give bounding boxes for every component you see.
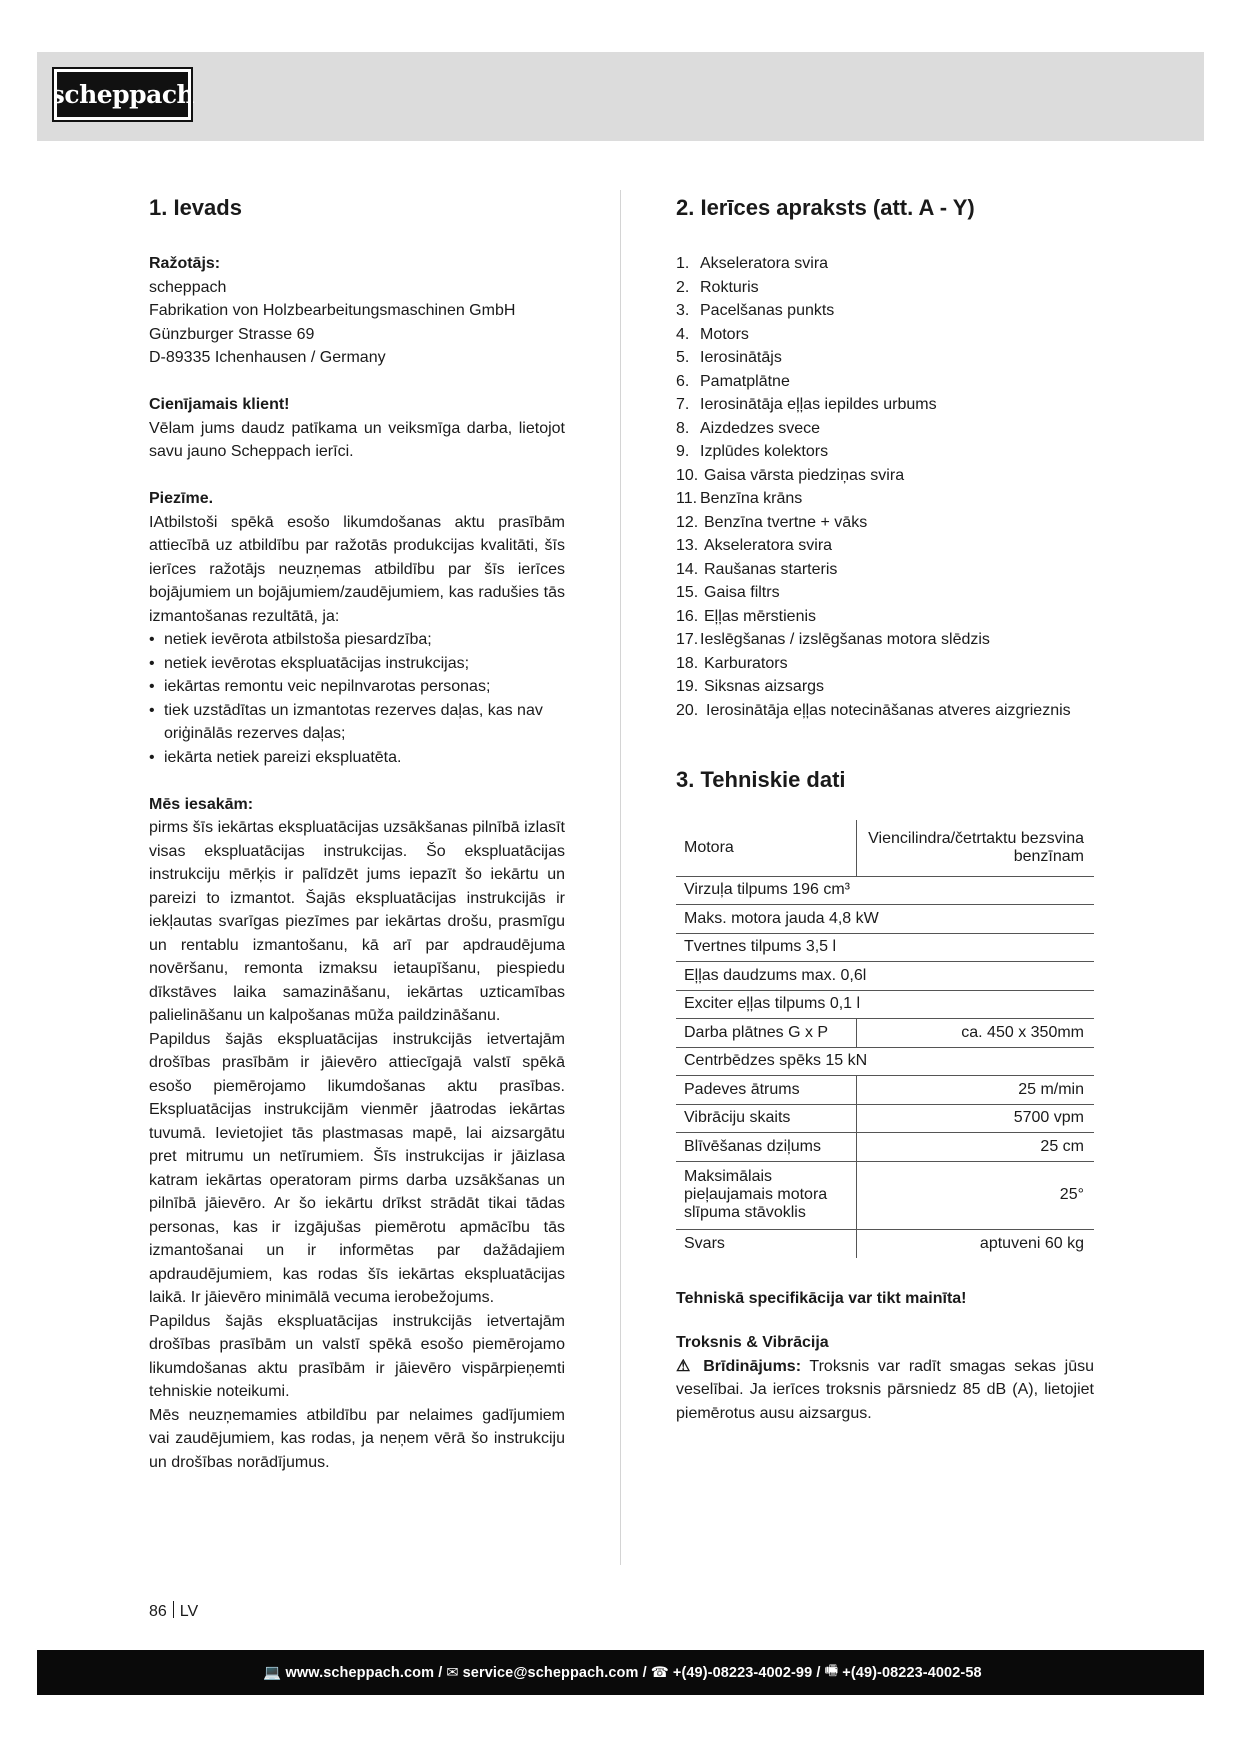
table-cell: Eļļas daudzums max. 0,6l (676, 962, 1094, 991)
table-row (676, 1047, 1094, 1076)
fax-icon: 🖷 (824, 1663, 839, 1679)
page-number (149, 1601, 198, 1622)
list-item: • netiek ievērota atbilstoša piesardzība; (149, 628, 565, 652)
table-row (676, 933, 1094, 962)
note-title: Piezīme. (149, 490, 214, 507)
list-item: • iekārtas remontu veic nepilnvarotas personas; (149, 675, 565, 699)
recommend-title: Mēs iesakām: (149, 795, 254, 813)
left-column (149, 194, 565, 1474)
list-item: 11. Benzīna krāns (676, 490, 803, 507)
warning-label: ⚠ Brīdinājums: (676, 1357, 802, 1375)
recommend-paragraph: Papildus šajās ekspluatācijas instrukcijās ietvertajām drošības prasībām ir jāievēro attiecīgajā valstī spēkā esošo piemērojamo likumdošanas aktu prasības. Ekspluatācijas instrukcijām vienmēr jāatrodas iekārtas tuvumā. Ievietojiet tās plastmasas mapē, lai aizsargātu pret mitrumu un netīrumiem. Šīs instrukcijas ir jāizlasa katram iekārtas operatoram pirms darba uzsākšanas un pilnībā jāievēro. Ar šo iekārtu drīkst strādāt tikai tādas personas, kas ir izgājušas piemērotu apmācību tās izmantošanai un ir informētas par dažādajiem apdraudējumiem, kas rodas šīs iekārtas ekspluatācijas laikā. Ir jāievēro minimālā vecuma ierobežojums. (149, 1030, 565, 1306)
recommend-paragraph: Mēs neuzņemamies atbildību par nelaimes gadījumiem vai zaudējumiem, kas rodas, ja neņem vērā šo instrukciju un drošības norādījumus. (149, 1406, 565, 1471)
phone-icon: ☎ (650, 1664, 669, 1681)
table-cell: Maksimālais pieļaujamais motora slīpuma stāvoklis (676, 1161, 856, 1229)
list-item: 4. Motors (676, 325, 749, 343)
column-divider (620, 190, 621, 1565)
list-item: 7. Ierosinātāja eļļas iepildes urbums (676, 396, 937, 413)
table-cell: Svars (684, 1234, 725, 1252)
dear-customer-title: Cienījamais klient! (149, 396, 290, 413)
table-cell: Centrbēdzes spēks 15 kN (676, 1047, 1094, 1076)
table-row (676, 905, 1094, 934)
table-cell: Viencilindra/četrtaktu bezsvina benzīnam (856, 820, 1094, 876)
table-cell: Tvertnes tilpums 3,5 l (676, 933, 1094, 962)
computer-icon: 💻 (263, 1665, 282, 1681)
address-line: Fabrikation von Holzbearbeitungsmaschinen GmbH (149, 302, 516, 319)
table-cell: 5700 vpm (856, 1104, 1094, 1133)
fax-number: +(49)-08223-4002-58 (842, 1664, 982, 1681)
list-item: 15. Gaisa filtrs (676, 584, 780, 601)
recommend-paragraph: pirms šīs iekārtas ekspluatācijas uzsākšanas pilnībā izlasīt visas ekspluatācijas instrukcijas. Šo ekspluatācijas instrukciju mērķis ir palīdzēt jums iepazīt šo iekārtu un pareizi to izmantot. Šajās ekspluatācijas instrukcijās ir iekļautas svarīgas piezīmes par iekārtas drošu, prasmīgu un rentablu izmantošanu, kā arī par apdraudējuma novēršanu, remonta izmaksu ietaupīšanu, piespiedu dīkstāves laika samazināšanu, iekārtas uzticamības palielināšanu un kalpošanas mūža paildzināšanu. (149, 819, 565, 1024)
table-cell: 25 m/min (856, 1076, 1094, 1105)
list-item: • tiek uzstādītas un izmantotas rezerves daļas, kas nav oriģinālās rezerves daļas; (149, 699, 565, 746)
manufacturer-title: Ražotājs: (149, 255, 221, 272)
noise-warning (676, 1355, 1094, 1426)
tech-data-table (676, 820, 1094, 1258)
table-cell: 25 cm (856, 1133, 1094, 1162)
section-1-title: 1. Ievads (149, 195, 242, 220)
list-item: 19. Siksnas aizsargs (676, 678, 825, 695)
list-item: 5. Ierosinātājs (676, 349, 782, 366)
table-row (676, 1229, 1094, 1258)
list-item: 14. Raušanas starteris (676, 560, 838, 578)
mail-icon: ✉ (446, 1664, 459, 1681)
parts-list (676, 252, 1094, 722)
table-row (676, 876, 1094, 905)
list-item: 3. Pacelšanas punkts (676, 302, 835, 319)
table-cell: Padeves ātrums (676, 1076, 856, 1105)
list-item: 13. Akseleratora svira (676, 537, 833, 554)
section-2-title: 2. Ierīces apraksts (att. A - Y) (676, 195, 975, 220)
table-cell: Maks. motora jauda 4,8 kW (676, 905, 1094, 934)
spec-change-note: Tehniskā specifikācija var tikt mainīta! (676, 1289, 967, 1307)
list-item: • netiek ievērotas ekspluatācijas instrukcijas; (149, 652, 565, 676)
right-column (676, 194, 1094, 1425)
table-cell: aptuveni 60 kg (856, 1229, 1094, 1258)
list-item: 2. Rokturis (676, 278, 759, 296)
website-link[interactable]: www.scheppach.com / (285, 1664, 443, 1681)
table-row (676, 820, 1094, 876)
table-cell: 25° (856, 1161, 1094, 1229)
list-item: 17. Ieslēgšanas / izslēgšanas motora slēdzis (676, 631, 990, 648)
address-line: D-89335 Ichenhausen / Germany (149, 349, 386, 366)
recommend-paragraph: Papildus šajās ekspluatācijas instrukcijās ietvertajām drošības prasībām un valstī spēkā esošo piemērojamo likumdošanas aktu prasībām ir jāievēro vispārpieņemti tehniskie noteikumi. (149, 1312, 565, 1400)
table-row (676, 1104, 1094, 1133)
table-row (676, 962, 1094, 991)
list-item: 16. Eļļas mērstienis (676, 607, 817, 625)
table-cell: Exciter eļļas tilpums 0,1 l (676, 990, 1094, 1019)
dear-customer-text: Vēlam jums daudz patīkama un veiksmīga darba, lietojot savu jauno Scheppach ierīci. (149, 419, 565, 460)
address-line: Günzburger Strasse 69 (149, 325, 315, 343)
list-item: 18. Karburators (676, 654, 788, 672)
footer-contact-band (37, 1650, 1204, 1695)
list-item: 6. Pamatplātne (676, 372, 790, 390)
table-cell: Blīvēšanas dziļums (676, 1133, 856, 1162)
liability-list (149, 628, 565, 769)
table-cell: ca. 450 x 350mm (856, 1019, 1094, 1048)
table-cell: Motora (676, 820, 856, 876)
address-line: scheppach (149, 278, 227, 296)
list-item: 1. Akseleratora svira (676, 255, 829, 272)
list-item: 12. Benzīna tvertne + vāks (676, 513, 868, 531)
scheppach-logo (50, 69, 195, 120)
note-text: IAtbilstoši spēkā esošo likumdošanas aktu prasībām attiecībā uz atbildību par ražotās produkcijas kvalitāti, šīs ierīces ražotājs neuzņemas atbildību par šīs ierīces bojājumiem un bojājumiem/zaudējumiem, kas radušies tās izmantošanas rezultātā, ja: (149, 513, 565, 625)
table-row (676, 1076, 1094, 1105)
list-item: 9. Izplūdes kolektors (676, 443, 829, 460)
table-cell: Virzuļa tilpums 196 cm³ (676, 876, 1094, 905)
table-cell: Darba plātnes G x P (676, 1019, 856, 1048)
list-item: 10. Gaisa vārsta piedziņas svira (676, 466, 905, 484)
list-item: 8. Aizdedzes svece (676, 419, 821, 437)
list-item: 20. Ierosinātāja eļļas notecināšanas atveres aizgrieznis (676, 701, 1071, 719)
table-row (676, 1161, 1094, 1229)
header-band (37, 52, 1204, 141)
section-3-title: 3. Tehniskie dati (676, 767, 846, 792)
table-row (676, 1133, 1094, 1162)
table-row (676, 990, 1094, 1019)
table-cell: Vibrāciju skaits (676, 1104, 856, 1133)
page-number-value: 86 (149, 1603, 167, 1620)
table-row (676, 1019, 1094, 1048)
email-link[interactable]: service@scheppach.com / (462, 1664, 647, 1681)
language-code: LV (179, 1603, 199, 1620)
warning-text: Troksnis var radīt smagas sekas jūsu veselībai. Ja ierīces troksnis pārsniedz 85 dB (A), lietojiet piemērotus ausu aizsargus. (676, 1357, 1095, 1422)
logo-text: scheppach (50, 80, 195, 109)
noise-title: Troksnis & Vibrācija (676, 1334, 829, 1351)
manufacturer-address (149, 276, 565, 370)
phone-number: +(49)-08223-4002-99 / (672, 1664, 821, 1681)
list-item: • iekārta netiek pareizi ekspluatēta. (149, 746, 565, 770)
